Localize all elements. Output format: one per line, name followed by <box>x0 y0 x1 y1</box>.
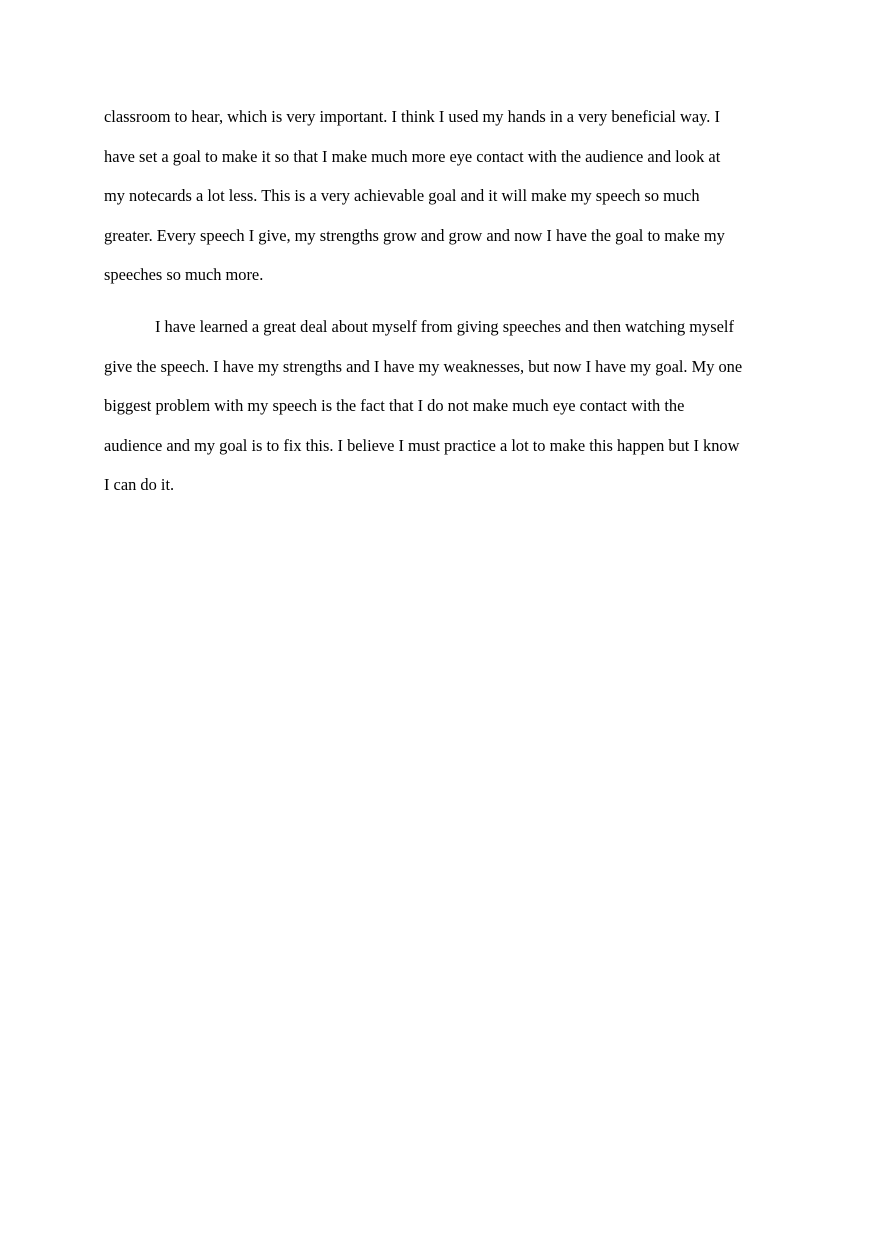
text-line: I can do it. <box>104 475 175 495</box>
text-line: have set a goal to make it so that I make much more eye contact with the audience and look at <box>104 146 721 166</box>
text-line: give the speech. I have my strengths and I have my weaknesses, but now I have my goal. My one <box>104 356 743 376</box>
body-text <box>104 97 779 505</box>
text-line: speeches so much more. <box>104 265 264 285</box>
text-line: my notecards a lot less. This is a very achievable goal and it will make my speech so much <box>104 186 700 206</box>
paragraph <box>104 97 779 295</box>
text-line: biggest problem with my speech is the fact that I do not make much eye contact with the <box>104 396 685 416</box>
paragraph <box>104 307 779 505</box>
text-line: greater. Every speech I give, my strengths grow and grow and now I have the goal to make my <box>104 225 725 245</box>
text-line: I have learned a great deal about myself from giving speeches and then watching myself <box>155 316 734 336</box>
text-line: audience and my goal is to fix this. I believe I must practice a lot to make this happen but I know <box>104 435 740 455</box>
text-line: classroom to hear, which is very important. I think I used my hands in a very beneficial way. I <box>104 107 720 126</box>
